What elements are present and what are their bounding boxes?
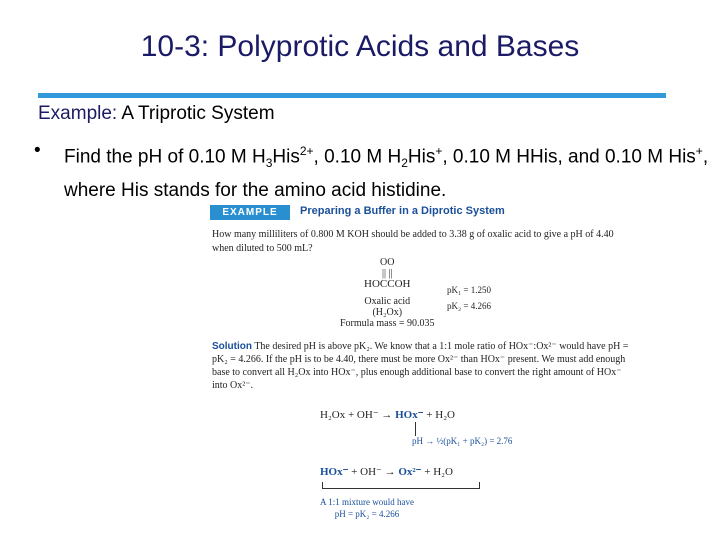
example-title: Preparing a Buffer in a Diprotic System [300, 205, 505, 217]
oxalic-acid-structure [340, 257, 435, 329]
bullet-text [64, 137, 714, 205]
mixture-line-1: A 1:1 mixture would have [320, 497, 414, 507]
slide-title: 10-3: Polyprotic Acids and Bases [140, 30, 580, 63]
ph-annotation: pH → ½(pK₁ + pK₂) = 2.76 [412, 436, 513, 446]
subscript: 2 [401, 156, 408, 171]
superscript: + [695, 144, 703, 158]
structure-formula: HOCCOH [364, 278, 411, 290]
superscript: 2+ [299, 144, 314, 158]
solution-label: Solution [212, 341, 252, 352]
pk1-value: pK₁ = 1.250 [447, 285, 491, 295]
example-heading [38, 103, 275, 125]
eq1-product: HOx⁻ [395, 409, 424, 421]
structure-abbr: (H₂Ox) [372, 307, 403, 318]
eq2-mid: + OH⁻ → [348, 466, 399, 478]
bullet-part: , 0.10 M HHis, and 0.10 M His [442, 146, 696, 168]
subscript: 3 [265, 156, 273, 171]
bullet-part: His [407, 146, 436, 168]
eq2-product: Ox²⁻ [398, 466, 422, 478]
example-question: How many milliliters of 0.800 M KOH should be added to 3.38 g of oxalic acid to give a pH of 4.40 when diluted to 500 mL? [212, 229, 614, 254]
mixture-line-2: pH = pK₂ = 4.266 [334, 509, 400, 519]
bullet-part: His [272, 146, 300, 168]
bullet-glyph: • [34, 140, 41, 161]
reaction-equation-1 [320, 408, 455, 421]
solution-paragraph [212, 340, 632, 392]
up-arrow-line [415, 422, 426, 436]
eq1-right: + H₂O [423, 409, 455, 421]
structure-name: Oxalic acid [364, 296, 411, 307]
example-badge: EXAMPLE [210, 205, 290, 220]
eq2-reactant: HOx⁻ [320, 466, 349, 478]
bullet-part: Find the pH of 0.10 M H [64, 146, 266, 168]
pk-values [447, 282, 491, 314]
structure-bonds: || || [382, 268, 393, 279]
solution-text: The desired pH is above pK₂. We know that a 1:1 mole ratio of HOx⁻:Ox²⁻ would have pH = pK₂ = 4.266. If the pH is to be 4.40, there must be more Ox²⁻ than HOx⁻ present. We must add enough base to convert all H₂Ox into HOx⁻, plus enough additional base to convert the right amount of HOx⁻ into Ox²⁻. [212, 341, 629, 391]
bullet-part: , 0.10 M H [313, 146, 402, 168]
bullet-part: , where His stands for the amino acid histidine. [64, 146, 709, 202]
superscript: + [435, 144, 443, 158]
structure-mass: Formula mass = 90.035 [340, 318, 435, 329]
mixture-note [320, 496, 414, 520]
eq1-left: H₂Ox + OH⁻ → [320, 409, 396, 421]
textbook-example-image [210, 203, 634, 533]
pk2-value: pK₂ = 4.266 [447, 301, 491, 311]
example-label: Example: [38, 103, 118, 124]
title-divider [38, 93, 666, 98]
eq2-right: + H₂O [421, 466, 453, 478]
structure-oxygens: OO [380, 257, 395, 268]
mixture-bracket [322, 482, 480, 489]
example-text: A Triprotic System [117, 103, 275, 124]
reaction-equation-2 [320, 465, 453, 478]
